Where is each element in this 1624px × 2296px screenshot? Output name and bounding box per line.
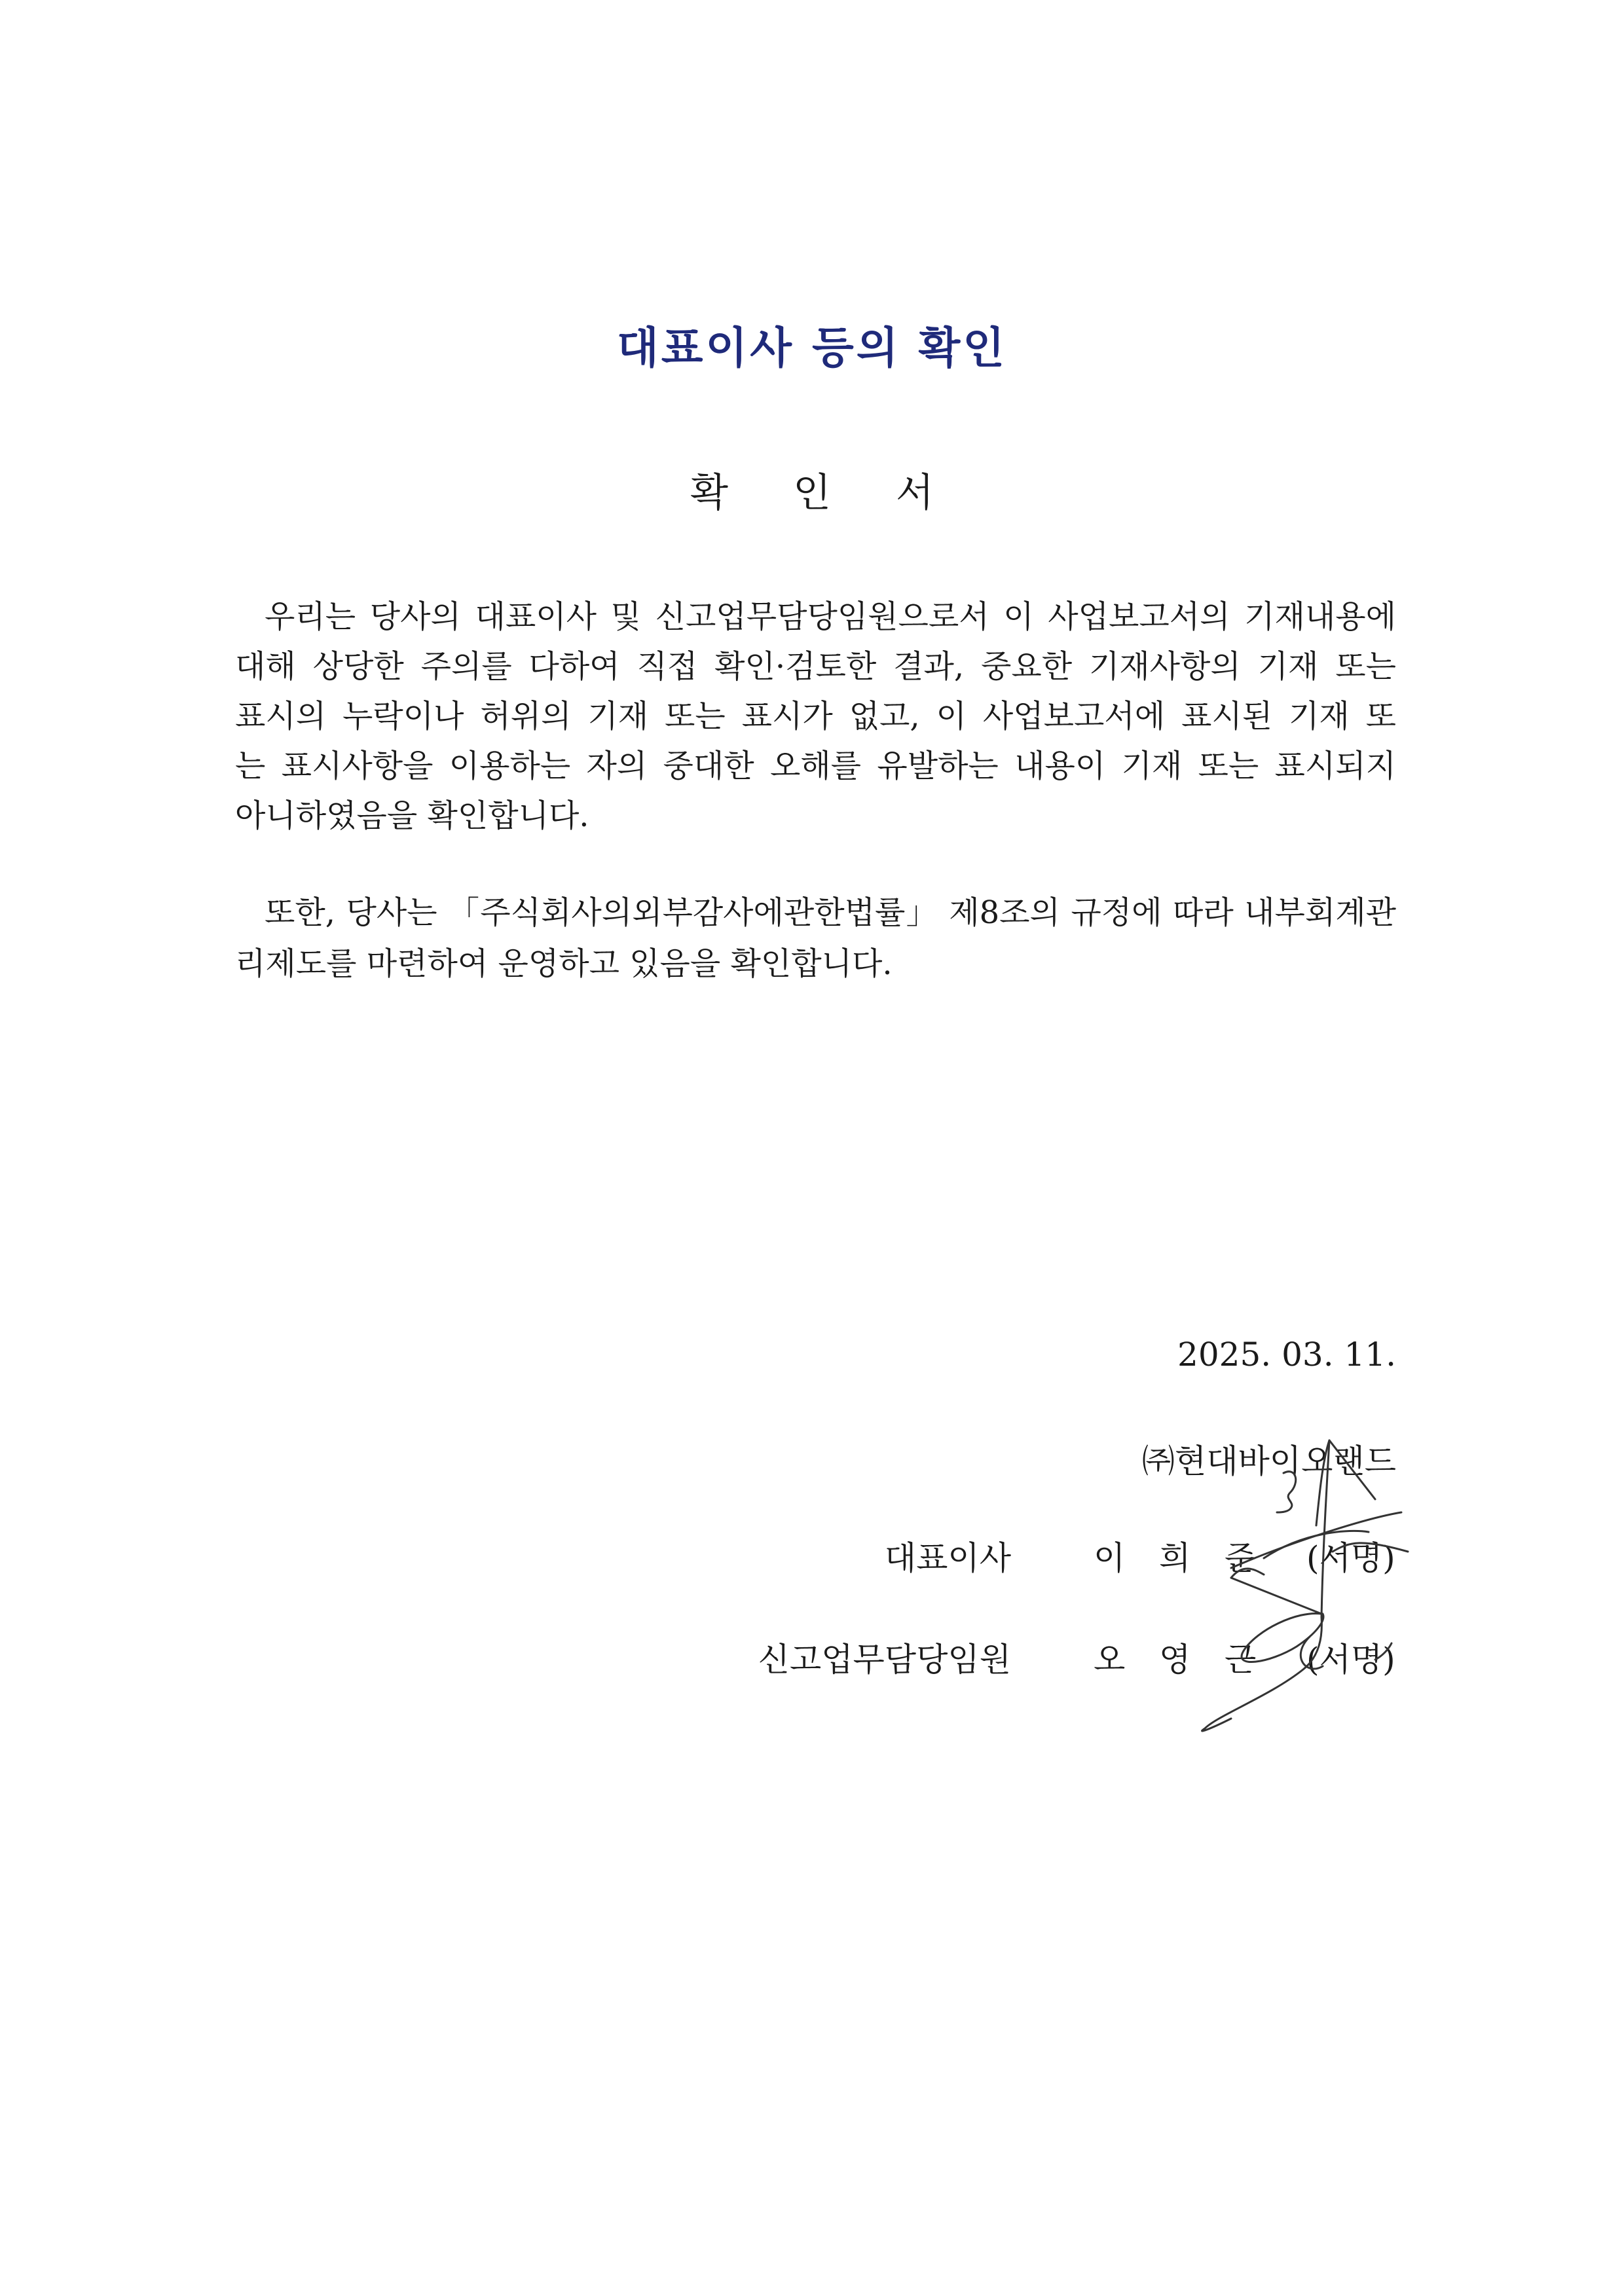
paragraph2-line: 또한, 당사는 「주식회사의외부감사에관한법률」 제8조의 규정에 따라 내부회계관	[265, 894, 1396, 931]
paragraph1-line: 는 표시사항을 이용하는 자의 중대한 오해를 유발하는 내용이 기재 또는 표시되지	[235, 748, 1396, 784]
document-subtitle: 확 인 서	[690, 470, 961, 516]
name-char: 근	[1225, 1641, 1257, 1679]
handwritten-signature	[1192, 1421, 1506, 1735]
signature-label: (서명)	[1306, 1641, 1395, 1679]
signatory-title: 대표이사	[884, 1539, 1011, 1577]
signatory-title: 신고업무담당임원	[758, 1641, 1011, 1679]
paragraph1-line: 대해 상당한 주의를 다하여 직접 확인·검토한 결과, 중요한 기재사항의 기재 또는	[235, 648, 1396, 685]
name-char: 준	[1225, 1539, 1257, 1577]
paragraph1-line: 아니하였음을 확인합니다.	[235, 797, 589, 834]
company-name: ㈜현대바이오랜드	[1141, 1442, 1396, 1480]
document-date: 2025. 03. 11.	[1177, 1336, 1396, 1374]
document-heading: 대표이사 등의 확인	[616, 323, 1007, 373]
name-char: 영	[1159, 1641, 1191, 1679]
name-char: 희	[1159, 1539, 1191, 1577]
paragraph2-line: 리제도를 마련하여 운영하고 있음을 확인합니다.	[235, 945, 893, 982]
name-char: 오	[1094, 1641, 1126, 1679]
signature-label: (서명)	[1306, 1539, 1395, 1577]
name-char: 이	[1094, 1539, 1126, 1577]
paragraph1-line: 표시의 누락이나 허위의 기재 또는 표시가 없고, 이 사업보고서에 표시된 기재 또	[235, 698, 1396, 735]
paragraph1-line: 우리는 당사의 대표이사 및 신고업무담당임원으로서 이 사업보고서의 기재내용에	[265, 598, 1396, 635]
